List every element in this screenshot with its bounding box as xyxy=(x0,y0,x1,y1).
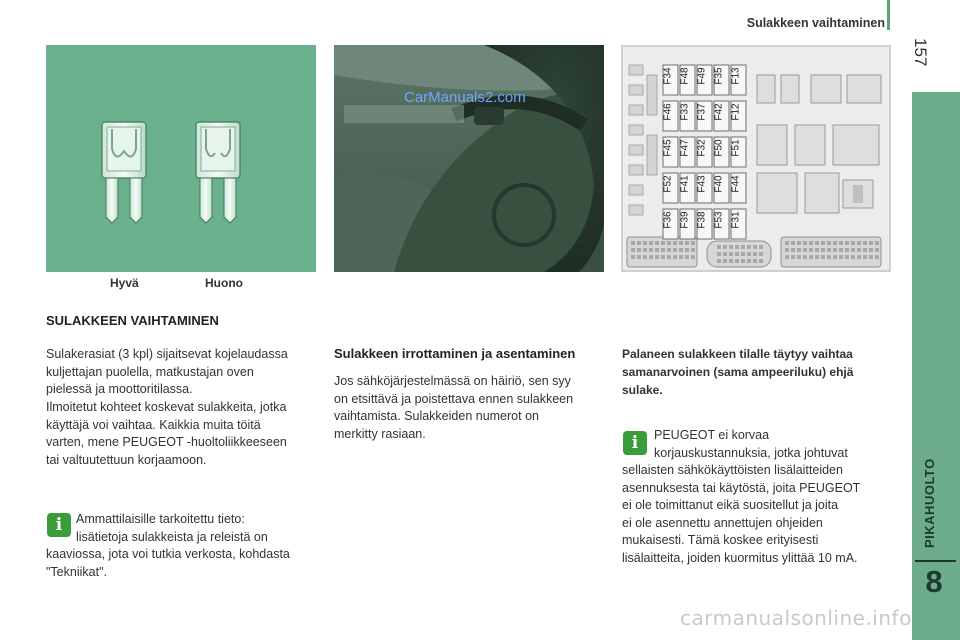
caption-good: Hyvä xyxy=(110,276,139,290)
fuse-label: F48 xyxy=(679,67,691,85)
warranty-note xyxy=(622,427,902,567)
text-line: Sulakerasiat (3 kpl) sijaitsevat kojelaudassa xyxy=(46,347,288,361)
fuse-label: F53 xyxy=(713,211,725,229)
fuse-label: F12 xyxy=(730,103,742,121)
fuse-label: F41 xyxy=(679,175,691,193)
fusebox-illustration xyxy=(621,45,891,272)
image-watermark: CarManuals2.com xyxy=(404,89,526,106)
text-line: Palaneen sulakkeen tilalle täytyy vaihtaa xyxy=(622,347,853,361)
intro-paragraph xyxy=(46,346,316,399)
fuse-label: F34 xyxy=(662,67,674,85)
chapter-sidebar xyxy=(912,92,960,640)
text-line: Ammattilaisille tarkoitettu tieto: xyxy=(76,512,245,526)
fuse-label: F39 xyxy=(679,211,691,229)
good-fuse-icon xyxy=(102,122,146,223)
header-accent-bar xyxy=(887,0,890,30)
fuse-label: F49 xyxy=(696,67,708,85)
text-line: käyttäjä voi vaihtaa. Kaikkia muita töitä xyxy=(46,417,261,432)
section-title: SULAKKEEN VAIHTAMINEN xyxy=(46,313,219,328)
replacement-warning xyxy=(622,345,897,399)
dashboard-illustration xyxy=(334,45,604,272)
text-line: "Tekniikat". xyxy=(46,564,107,579)
fuse-comparison-figure xyxy=(46,45,316,272)
fuse-label: F38 xyxy=(696,211,708,229)
chapter-label: PIKAHUOLTO xyxy=(922,458,937,548)
text-line: korjauskustannuksia, jotka johtuvat xyxy=(654,445,848,460)
fuse-label: F33 xyxy=(679,103,691,121)
text-line: merkitty rasiaan. xyxy=(334,426,426,441)
text-line: on etsittävä ja poistettava ennen sulakkeen xyxy=(334,391,574,406)
fuse-label: F40 xyxy=(713,175,725,193)
text-line: kuljettajan puolella, matkustajan oven xyxy=(46,364,254,379)
fuse-label: F42 xyxy=(713,103,725,121)
caption-bad: Huono xyxy=(205,276,243,290)
fuse-label: F35 xyxy=(713,67,725,85)
text-line: Ilmoitetut kohteet koskevat sulakkeita, jotka xyxy=(46,400,287,414)
text-line: kaaviossa, jota voi tutkia verkosta, kohdasta xyxy=(46,547,290,561)
fuse-label: F52 xyxy=(662,175,674,193)
page-header-title: Sulakkeen vaihtaminen xyxy=(746,16,885,30)
text-line: lisätietoja sulakkeista ja releistä on xyxy=(76,529,268,544)
text-line: samanarvoinen (sama ampeeriluku) ehjä xyxy=(622,365,854,379)
text-line: ei ole asennettu annettujen ohjeiden xyxy=(622,515,823,530)
fuse-label: F31 xyxy=(730,211,742,229)
text-line: vaihtamista. Sulakkeiden numerot on xyxy=(334,409,539,423)
fuse-label: F50 xyxy=(713,139,725,157)
fuse-label: F51 xyxy=(730,139,742,157)
fuse-label-grid xyxy=(663,65,747,239)
chapter-divider xyxy=(915,560,956,562)
fuse-label: F47 xyxy=(679,139,691,157)
removal-subheading: Sulakkeen irrottaminen ja asentaminen xyxy=(334,346,576,361)
footer-watermark: carmanualsonline.info xyxy=(680,606,912,630)
text-line: sulake. xyxy=(622,383,663,397)
page-number: 157 xyxy=(911,38,930,67)
fuse-label: F36 xyxy=(662,211,674,229)
professional-note xyxy=(46,511,321,581)
blown-fuse-icon xyxy=(196,122,240,223)
fusebox-diagram xyxy=(621,45,891,272)
service-paragraph xyxy=(46,399,316,469)
removal-paragraph xyxy=(334,373,604,443)
info-icon: i xyxy=(623,431,647,455)
fuse-label: F37 xyxy=(696,103,708,121)
dashboard-photo xyxy=(334,45,604,272)
text-line: sellaisten sähkökäyttöisten lisälaitteiden xyxy=(622,463,843,477)
text-line: Jos sähköjärjestelmässä on häiriö, sen syy xyxy=(334,374,571,388)
fuse-label: F43 xyxy=(696,175,708,193)
text-line: lisälaitteita, joiden kuormitus ylittää 10 mA. xyxy=(622,550,858,565)
info-icon: i xyxy=(47,513,71,537)
fuse-label: F46 xyxy=(662,103,674,121)
chapter-number: 8 xyxy=(925,564,943,599)
text-line: asennuksesta tai käytöstä, joita PEUGEOT xyxy=(622,480,861,495)
fuse-label: F44 xyxy=(730,175,742,193)
text-line: mukaisesti. Tämä koskee erityisesti xyxy=(622,533,819,547)
text-line: PEUGEOT ei korvaa xyxy=(654,428,770,442)
text-line: pielessä ja moottoritilassa. xyxy=(46,382,193,396)
text-line: varten, mene PEUGEOT -huoltoliikkeeseen xyxy=(46,435,287,449)
fuse-label: F45 xyxy=(662,139,674,157)
fuse-illustration xyxy=(46,45,316,272)
text-line: tai valtuutettuun korjaamoon. xyxy=(46,452,207,467)
fuse-label: F13 xyxy=(730,67,742,85)
text-line: ei ole toimittanut eikä suositellut ja joita xyxy=(622,498,839,512)
fuse-label: F32 xyxy=(696,139,708,157)
